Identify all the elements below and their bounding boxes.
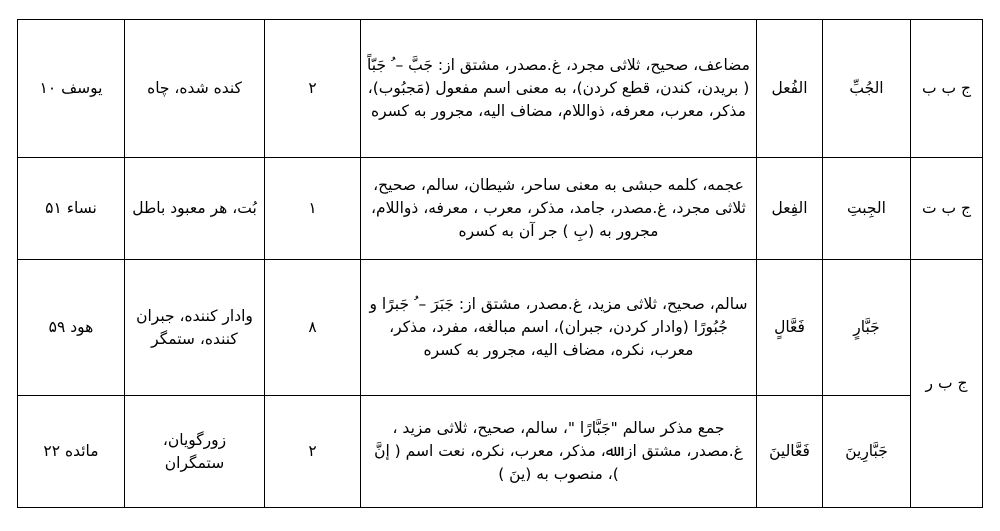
table-row — [18, 396, 983, 508]
lexicon-table-container — [17, 19, 983, 508]
word-cell: جَبَّارِینَ — [823, 396, 911, 508]
word-cell: الجِبتِ — [823, 158, 911, 260]
analysis-cell: مضاعف، صحیح، ثلاثی مجرد، غ.مصدر، مشتق از: جَبَّ – ُ جَبّاً ( بریدن، کندن، قطع کردن)، به معنی اسم مفعول (مَجبُوب)، مذکر، معرب، معرفه، ذواللام، مضاف الیه، مجرور به کسره — [361, 20, 757, 158]
meaning-cell: وادار کننده، جبران کننده، ستمگر — [125, 260, 265, 396]
analysis-cell: سالم، صحیح، ثلاثی مزید، غ.مصدر، مشتق از: جَبَرَ – ُ جَبرًا و جُبُورًا (وادار کردن، جبران)، اسم مبالغه، مفرد، مذکر، معرب، نکره، مضاف الیه، مجرور به کسره — [361, 260, 757, 396]
pattern-cell: فَعَّالینَ — [757, 396, 823, 508]
table-row — [18, 260, 983, 396]
table-row — [18, 158, 983, 260]
word-cell: جَبَّارٍ — [823, 260, 911, 396]
table-row — [18, 20, 983, 158]
root-cell: ج ب ر — [911, 260, 983, 508]
reference-cell: مائده ۲۲ — [18, 396, 125, 508]
count-cell: ۸ — [265, 260, 361, 396]
meaning-cell: زورگویان، ستمگران — [125, 396, 265, 508]
count-cell: ۲ — [265, 20, 361, 158]
pattern-cell: فَعَّالٍ — [757, 260, 823, 396]
analysis-cell: جمع مذکر سالم "جَبَّارًا "، سالم، صحیح، ثلاثی مزید ، غ.مصدر، مشتق از: ﷲ، مذکر، معرب، نکره، نعت اسم ( إنَّ )، منصوب به (ینَ ) — [361, 396, 757, 508]
lexicon-table — [17, 19, 983, 508]
meaning-cell: بُت، هر معبود باطل — [125, 158, 265, 260]
word-cell: الجُبِّ — [823, 20, 911, 158]
reference-cell: هود ۵۹ — [18, 260, 125, 396]
count-cell: ۲ — [265, 396, 361, 508]
reference-cell: نساء ۵۱ — [18, 158, 125, 260]
pattern-cell: الفُعل — [757, 20, 823, 158]
root-cell: ج ب ب — [911, 20, 983, 158]
meaning-cell: کنده شده، چاه — [125, 20, 265, 158]
root-cell: ج ب ت — [911, 158, 983, 260]
analysis-cell: عجمه، کلمه حبشی به معنی ساحر، شیطان، سالم، صحیح، ثلاثی مجرد، غ.مصدر، جامد، مذکر، معرب ، معرفه، ذواللام، مجرور به (بِ ) جر آن به کسره — [361, 158, 757, 260]
reference-cell: یوسف ۱۰ — [18, 20, 125, 158]
pattern-cell: الفِعل — [757, 158, 823, 260]
count-cell: ۱ — [265, 158, 361, 260]
